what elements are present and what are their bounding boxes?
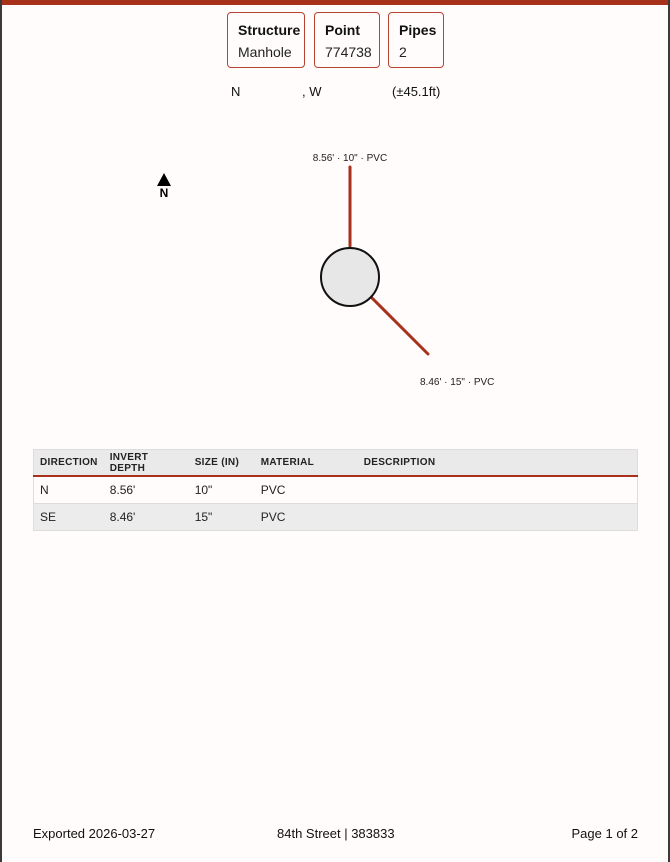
point-value: 774738 <box>325 44 372 60</box>
longitude-text: , W <box>302 84 322 99</box>
manhole-diagram <box>2 5 668 425</box>
accuracy-text: (±45.1ft) <box>392 84 441 99</box>
pipe-north-label: 8.56' · 10" · PVC <box>312 153 388 164</box>
report-page <box>2 0 668 862</box>
latitude-text: N <box>231 84 241 99</box>
cell-material: PVC <box>255 476 358 504</box>
col-description: DESCRIPTION <box>358 450 638 477</box>
col-direction: DIRECTION <box>34 450 104 477</box>
cell-description <box>358 476 638 504</box>
point-label: Point <box>325 22 360 38</box>
footer-location: 84th Street | 383833 <box>277 826 395 841</box>
pipes-label: Pipes <box>399 22 437 38</box>
cell-material: PVC <box>255 504 358 531</box>
structure-value: Manhole <box>238 44 292 60</box>
manhole-structure <box>321 248 379 306</box>
col-material: MATERIAL <box>255 450 358 477</box>
col-size: SIZE (IN) <box>189 450 255 477</box>
structure-label: Structure <box>238 22 301 38</box>
pipe-southeast-label: 8.46' · 15" · PVC <box>420 377 495 388</box>
cell-invert-depth: 8.46' <box>104 504 189 531</box>
table-header-row <box>34 450 638 477</box>
cell-direction: N <box>34 476 104 504</box>
pipes-value: 2 <box>399 44 407 60</box>
cell-size: 15" <box>189 504 255 531</box>
pipes-table <box>33 449 638 531</box>
table-row <box>34 504 638 531</box>
pipe-southeast <box>370 296 428 354</box>
col-invert-depth: INVERT DEPTH <box>104 450 189 477</box>
footer-exported: Exported 2026-03-27 <box>33 826 156 841</box>
footer-page-number: Page 1 of 2 <box>571 826 638 841</box>
cell-direction: SE <box>34 504 104 531</box>
north-label: N <box>159 186 169 200</box>
cell-invert-depth: 8.56' <box>104 476 189 504</box>
cell-description <box>358 504 638 531</box>
table-row <box>34 476 638 504</box>
cell-size: 10" <box>189 476 255 504</box>
